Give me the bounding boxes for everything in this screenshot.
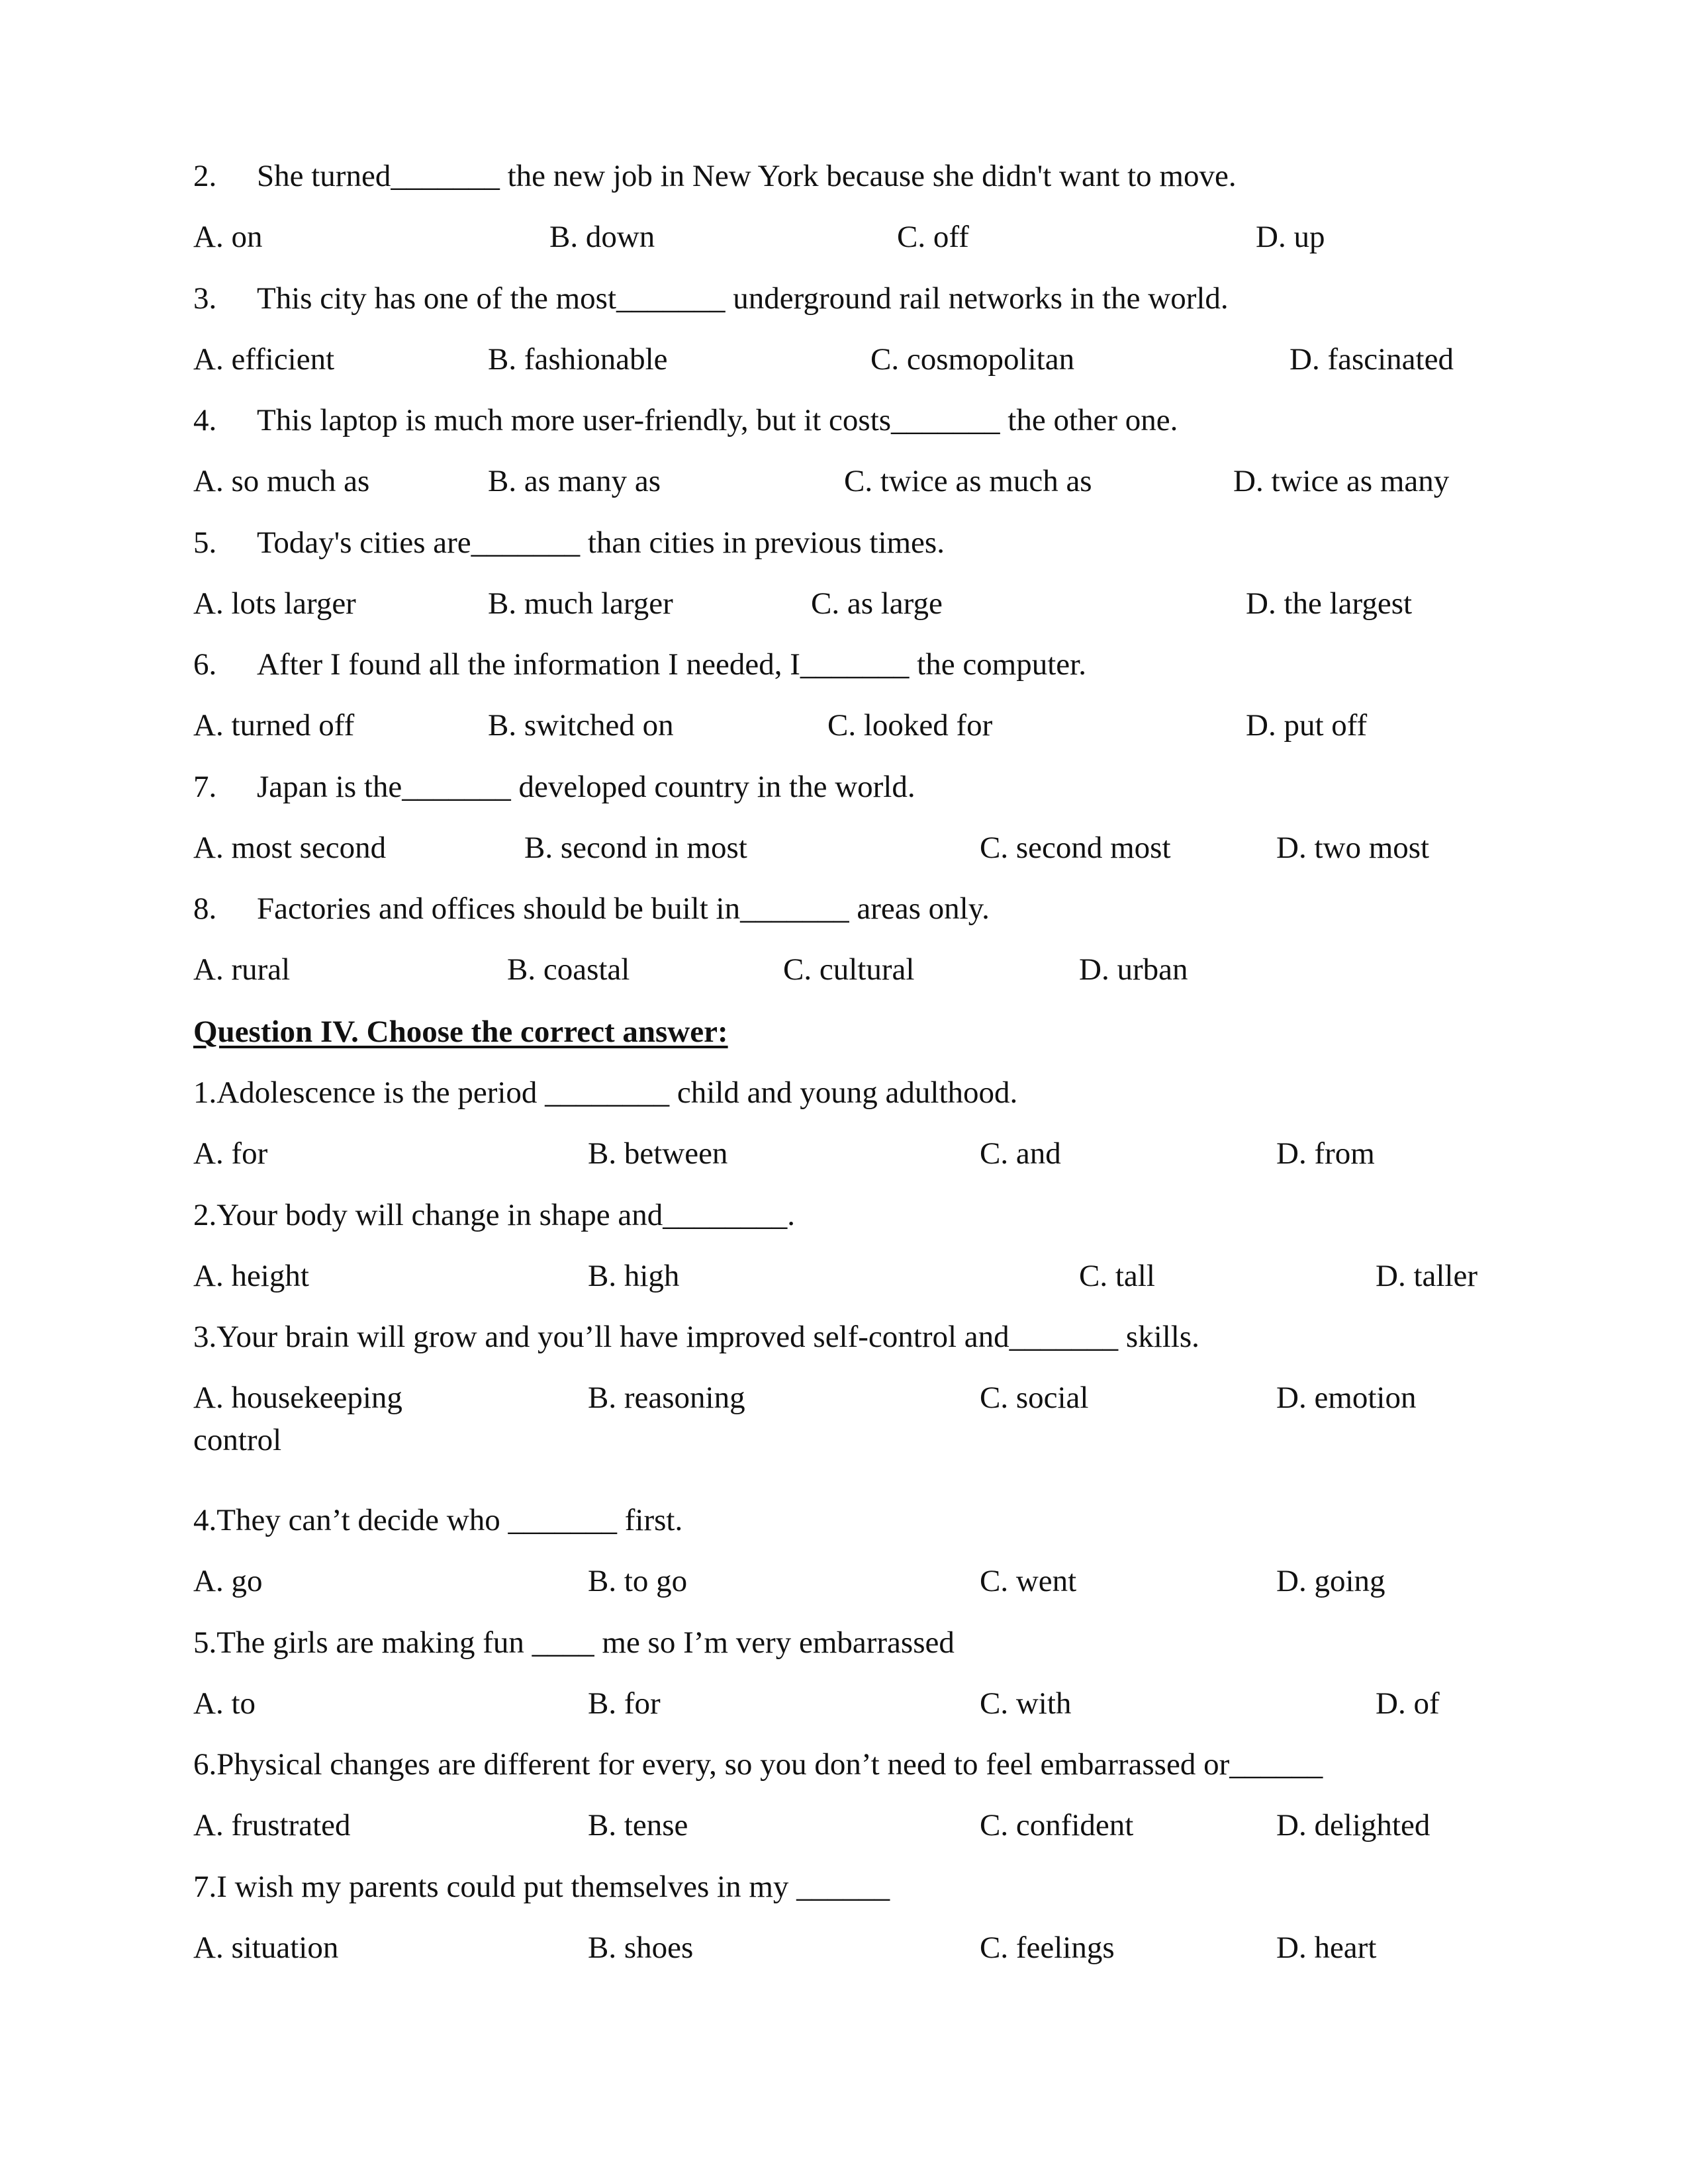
option-c[interactable]: C. twice as much as — [844, 464, 1092, 498]
option-d[interactable]: D. twice as many — [1233, 464, 1450, 498]
question-number: 2. — [193, 159, 217, 193]
question-stem: 5.The girls are making fun ____ me so I’m very embarrassed — [193, 1625, 955, 1660]
answer-options — [0, 1933, 1688, 1972]
question-stem — [193, 772, 915, 803]
option-b[interactable]: B. much larger — [488, 586, 673, 621]
answer-options — [0, 1810, 1688, 1850]
answer-options — [0, 588, 1688, 628]
question-stem — [193, 649, 1086, 680]
option-b[interactable]: B. high — [588, 1259, 680, 1293]
option-d[interactable]: D. of — [1376, 1686, 1440, 1721]
option-c[interactable]: C. as large — [811, 586, 943, 621]
question-stem: 7.I wish my parents could put themselves in my ______ — [193, 1870, 890, 1904]
question-number: 3. — [193, 281, 217, 316]
option-c[interactable]: C. social — [980, 1381, 1089, 1415]
option-b[interactable]: B. coastal — [507, 952, 630, 987]
option-d[interactable]: D. heart — [1276, 1931, 1377, 1965]
option-c[interactable]: C. second most — [980, 831, 1171, 865]
option-b[interactable]: B. switched on — [488, 708, 674, 743]
option-c[interactable]: C. with — [980, 1686, 1072, 1721]
option-c[interactable]: C. looked for — [827, 708, 993, 743]
option-b[interactable]: B. to go — [588, 1564, 688, 1598]
option-continuation: control — [193, 1423, 282, 1457]
option-d[interactable]: D. two most — [1276, 831, 1430, 865]
option-d[interactable]: D. going — [1276, 1564, 1385, 1598]
question-number: 5. — [193, 525, 217, 560]
option-a[interactable]: A. for — [193, 1136, 268, 1171]
option-c[interactable]: C. off — [897, 220, 969, 254]
option-a[interactable]: A. most second — [193, 831, 387, 865]
option-a[interactable]: A. go — [193, 1564, 263, 1598]
question-text: This city has one of the most_______ underground rail networks in the world. — [257, 281, 1229, 316]
option-d[interactable]: D. up — [1256, 220, 1325, 254]
question-stem: 4.They can’t decide who _______ first. — [193, 1503, 683, 1537]
question-text: Japan is the_______ developed country in the world. — [257, 770, 915, 804]
question-stem — [193, 161, 1237, 192]
question-number: 6. — [193, 647, 217, 682]
option-b[interactable]: B. reasoning — [588, 1381, 745, 1415]
option-a[interactable]: A. turned off — [193, 708, 355, 743]
answer-options — [0, 344, 1688, 384]
section-heading: Question IV. Choose the correct answer: — [193, 1015, 728, 1049]
option-c[interactable]: C. and — [980, 1136, 1061, 1171]
question-stem — [193, 405, 1178, 436]
answer-options — [0, 1261, 1688, 1300]
answer-options — [0, 1688, 1688, 1728]
option-a[interactable]: A. height — [193, 1259, 309, 1293]
question-stem — [193, 893, 990, 925]
question-text: After I found all the information I needed, I_______ the computer. — [257, 647, 1086, 682]
option-c[interactable]: C. feelings — [980, 1931, 1115, 1965]
option-b[interactable]: B. shoes — [588, 1931, 694, 1965]
answer-options — [0, 954, 1688, 994]
option-a[interactable]: A. so much as — [193, 464, 370, 498]
option-d[interactable]: D. from — [1276, 1136, 1375, 1171]
question-number: 4. — [193, 403, 217, 437]
option-a[interactable]: A. efficient — [193, 342, 335, 377]
option-c[interactable]: C. confident — [980, 1808, 1134, 1843]
option-b[interactable]: B. as many as — [488, 464, 661, 498]
answer-options — [0, 466, 1688, 506]
option-c[interactable]: C. cosmopolitan — [870, 342, 1075, 377]
answer-options — [0, 222, 1688, 261]
option-d[interactable]: D. urban — [1079, 952, 1188, 987]
option-b[interactable]: B. tense — [588, 1808, 688, 1843]
answer-options — [0, 1383, 1688, 1422]
option-a[interactable]: A. rural — [193, 952, 291, 987]
option-b[interactable]: B. second in most — [524, 831, 747, 865]
question-number: 8. — [193, 891, 217, 926]
option-a[interactable]: A. on — [193, 220, 263, 254]
question-stem: 2.Your body will change in shape and________. — [193, 1198, 796, 1232]
option-b[interactable]: B. fashionable — [488, 342, 668, 377]
option-b[interactable]: B. for — [588, 1686, 661, 1721]
option-c[interactable]: C. tall — [1079, 1259, 1155, 1293]
question-stem: 1.Adolescence is the period ________ child and young adulthood. — [193, 1075, 1018, 1110]
option-c[interactable]: C. went — [980, 1564, 1077, 1598]
option-c[interactable]: C. cultural — [783, 952, 915, 987]
answer-options — [0, 710, 1688, 750]
option-d[interactable]: D. taller — [1376, 1259, 1477, 1293]
question-text: She turned_______ the new job in New York because she didn't want to move. — [257, 159, 1237, 193]
option-a[interactable]: A. situation — [193, 1931, 339, 1965]
option-d[interactable]: D. emotion — [1276, 1381, 1417, 1415]
option-a[interactable]: A. lots larger — [193, 586, 356, 621]
option-a[interactable]: A. to — [193, 1686, 256, 1721]
option-d[interactable]: D. fascinated — [1289, 342, 1454, 377]
question-text: Factories and offices should be built in_______ areas only. — [257, 891, 990, 926]
question-text: This laptop is much more user-friendly, but it costs_______ the other one. — [257, 403, 1178, 437]
answer-options — [0, 1566, 1688, 1606]
option-b[interactable]: B. down — [549, 220, 655, 254]
answer-options — [0, 1138, 1688, 1178]
option-d[interactable]: D. put off — [1246, 708, 1368, 743]
question-stem: 3.Your brain will grow and you’ll have improved self-control and_______ skills. — [193, 1320, 1199, 1354]
question-number: 7. — [193, 770, 217, 804]
question-stem — [193, 283, 1229, 314]
option-b[interactable]: B. between — [588, 1136, 728, 1171]
question-stem — [193, 527, 945, 559]
question-stem: 6.Physical changes are different for every, so you don’t need to feel embarrassed or______ — [193, 1747, 1323, 1782]
answer-options — [0, 833, 1688, 872]
option-d[interactable]: D. delighted — [1276, 1808, 1430, 1843]
option-a[interactable]: A. housekeeping — [193, 1381, 402, 1415]
option-a[interactable]: A. frustrated — [193, 1808, 351, 1843]
question-text: Today's cities are_______ than cities in previous times. — [257, 525, 945, 560]
option-d[interactable]: D. the largest — [1246, 586, 1413, 621]
